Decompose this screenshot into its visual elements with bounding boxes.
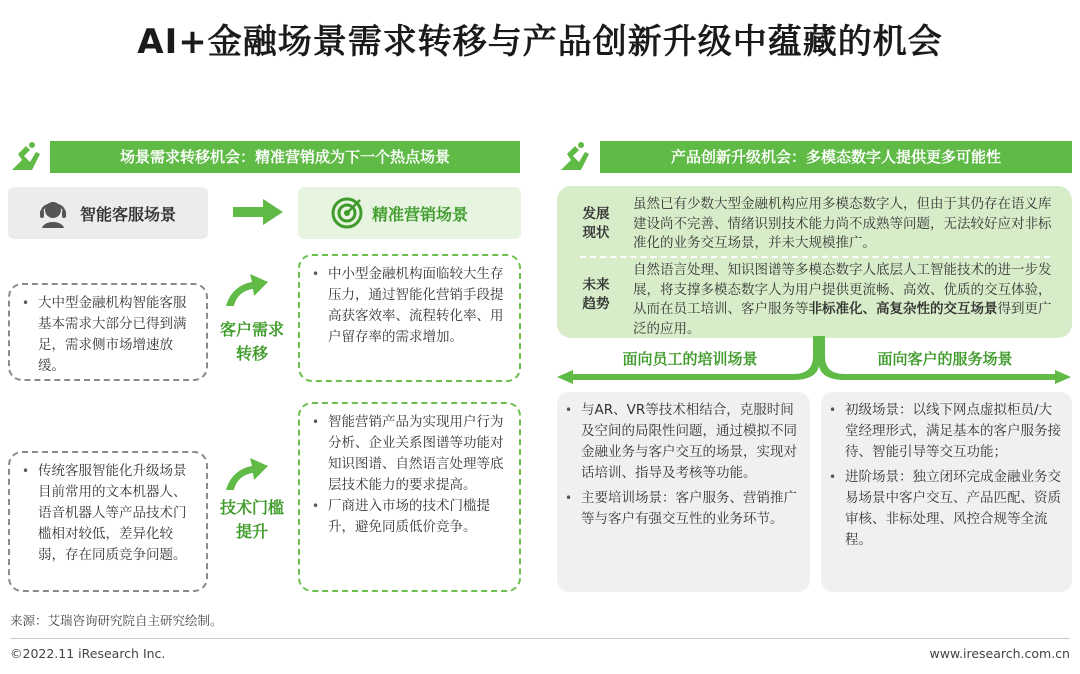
box-bottom-right: • 智能营销产品为实现用户行为分析、企业关系图谱等功能对知识图谱、自然语言处理等底层技术能力的要求提高。 • 厂商进入市场的技术门槛提升，避免同质低价竞争。 xyxy=(298,402,521,592)
curved-arrow-icon xyxy=(224,268,270,308)
curved-arrow-icon xyxy=(224,452,270,492)
status-text: 虽然已有少数大型金融机构应用多模态数字人，但由于其仍存在语义库建设尚不完善、情绪识别技术能力尚不成熟等问题，无法较好应对非标准化的业务交互场景，并未大规模推广。 xyxy=(633,196,1052,251)
right-section-header: 产品创新升级机会：多模态数字人提供更多可能性 xyxy=(600,141,1072,173)
customer-scene-box: • 初级场景：以线下网点虚拟柜员/大堂经理形式，满足基本的客户服务接待、智能引导等交互功能； • 进阶场景：独立闭环完成金融业务交易场景中客户交互、产品匹配、资质审核、非标处理、风控合规等全流程。 xyxy=(821,392,1072,592)
left-section-header: 场景需求转移机会：精准营销成为下一个热点场景 xyxy=(50,141,520,173)
from-scene-pill xyxy=(8,187,208,239)
customer-service-headset-icon xyxy=(36,196,70,230)
trend-text: 自然语言处理、知识图谱等多模态数字人底层人工智能技术的进一步发展，将支撑多模态数字人为用户提供更流畅、高效、优质的交互体验，从而在员工培训、客户服务等非标准化、高复杂性的交互场景得到更广泛的应用。 xyxy=(633,262,1052,337)
from-scene-label: 智能客服场景 xyxy=(80,204,177,224)
source-note: 来源：艾瑞咨询研究院自主研究绘制。 xyxy=(10,613,223,628)
to-scene-label: 精准营销场景 xyxy=(372,204,469,224)
copyright: ©2022.11 iResearch Inc. xyxy=(10,646,166,661)
customer-scene-tag: 面向客户的服务场景 xyxy=(877,350,1013,368)
shift-label-demand: 客户需求 转移 xyxy=(219,320,284,363)
target-icon xyxy=(330,196,364,230)
to-scene-pill xyxy=(298,187,521,239)
panel-divider xyxy=(580,256,1050,258)
box-top-right: • 中小型金融机构面临较大生存压力，通过智能化营销手段提高获客效率、流程转化率、用户留存率的需求增加。 xyxy=(298,254,521,382)
trend-label: 未来 趋势 xyxy=(582,277,610,312)
right-arrow-icon xyxy=(233,199,283,225)
status-label: 发展 现状 xyxy=(582,206,610,241)
box-top-left: • 大中型金融机构智能客服基本需求大部分已得到满足，需求侧市场增速放缓。 xyxy=(8,283,208,381)
footer-divider xyxy=(10,638,1070,639)
box-bottom-left: • 传统客服智能化升级场景目前常用的文本机器人、语音机器人等产品技术门槛相对较低，差异化较弱，存在同质竞争问题。 xyxy=(8,451,208,592)
website-link[interactable]: www.iresearch.com.cn xyxy=(929,646,1070,661)
page-title: AI+金融场景需求转移与产品创新升级中蕴藏的机会 xyxy=(137,22,943,62)
shift-label-tech: 技术门槛 提升 xyxy=(219,498,284,541)
employee-scene-tag: 面向员工的培训场景 xyxy=(622,350,758,368)
climber-icon xyxy=(8,140,42,174)
climber-icon xyxy=(557,140,591,174)
employee-scene-box: • 与AR、VR等技术相结合，克服时间及空间的局限性问题，通过模拟不同金融业务与客户交互的场景，实现对话培训、指导及考核等功能。 • 主要培训场景：客户服务、营销推广等与客户有强交互性的业务环节。 xyxy=(557,392,810,592)
